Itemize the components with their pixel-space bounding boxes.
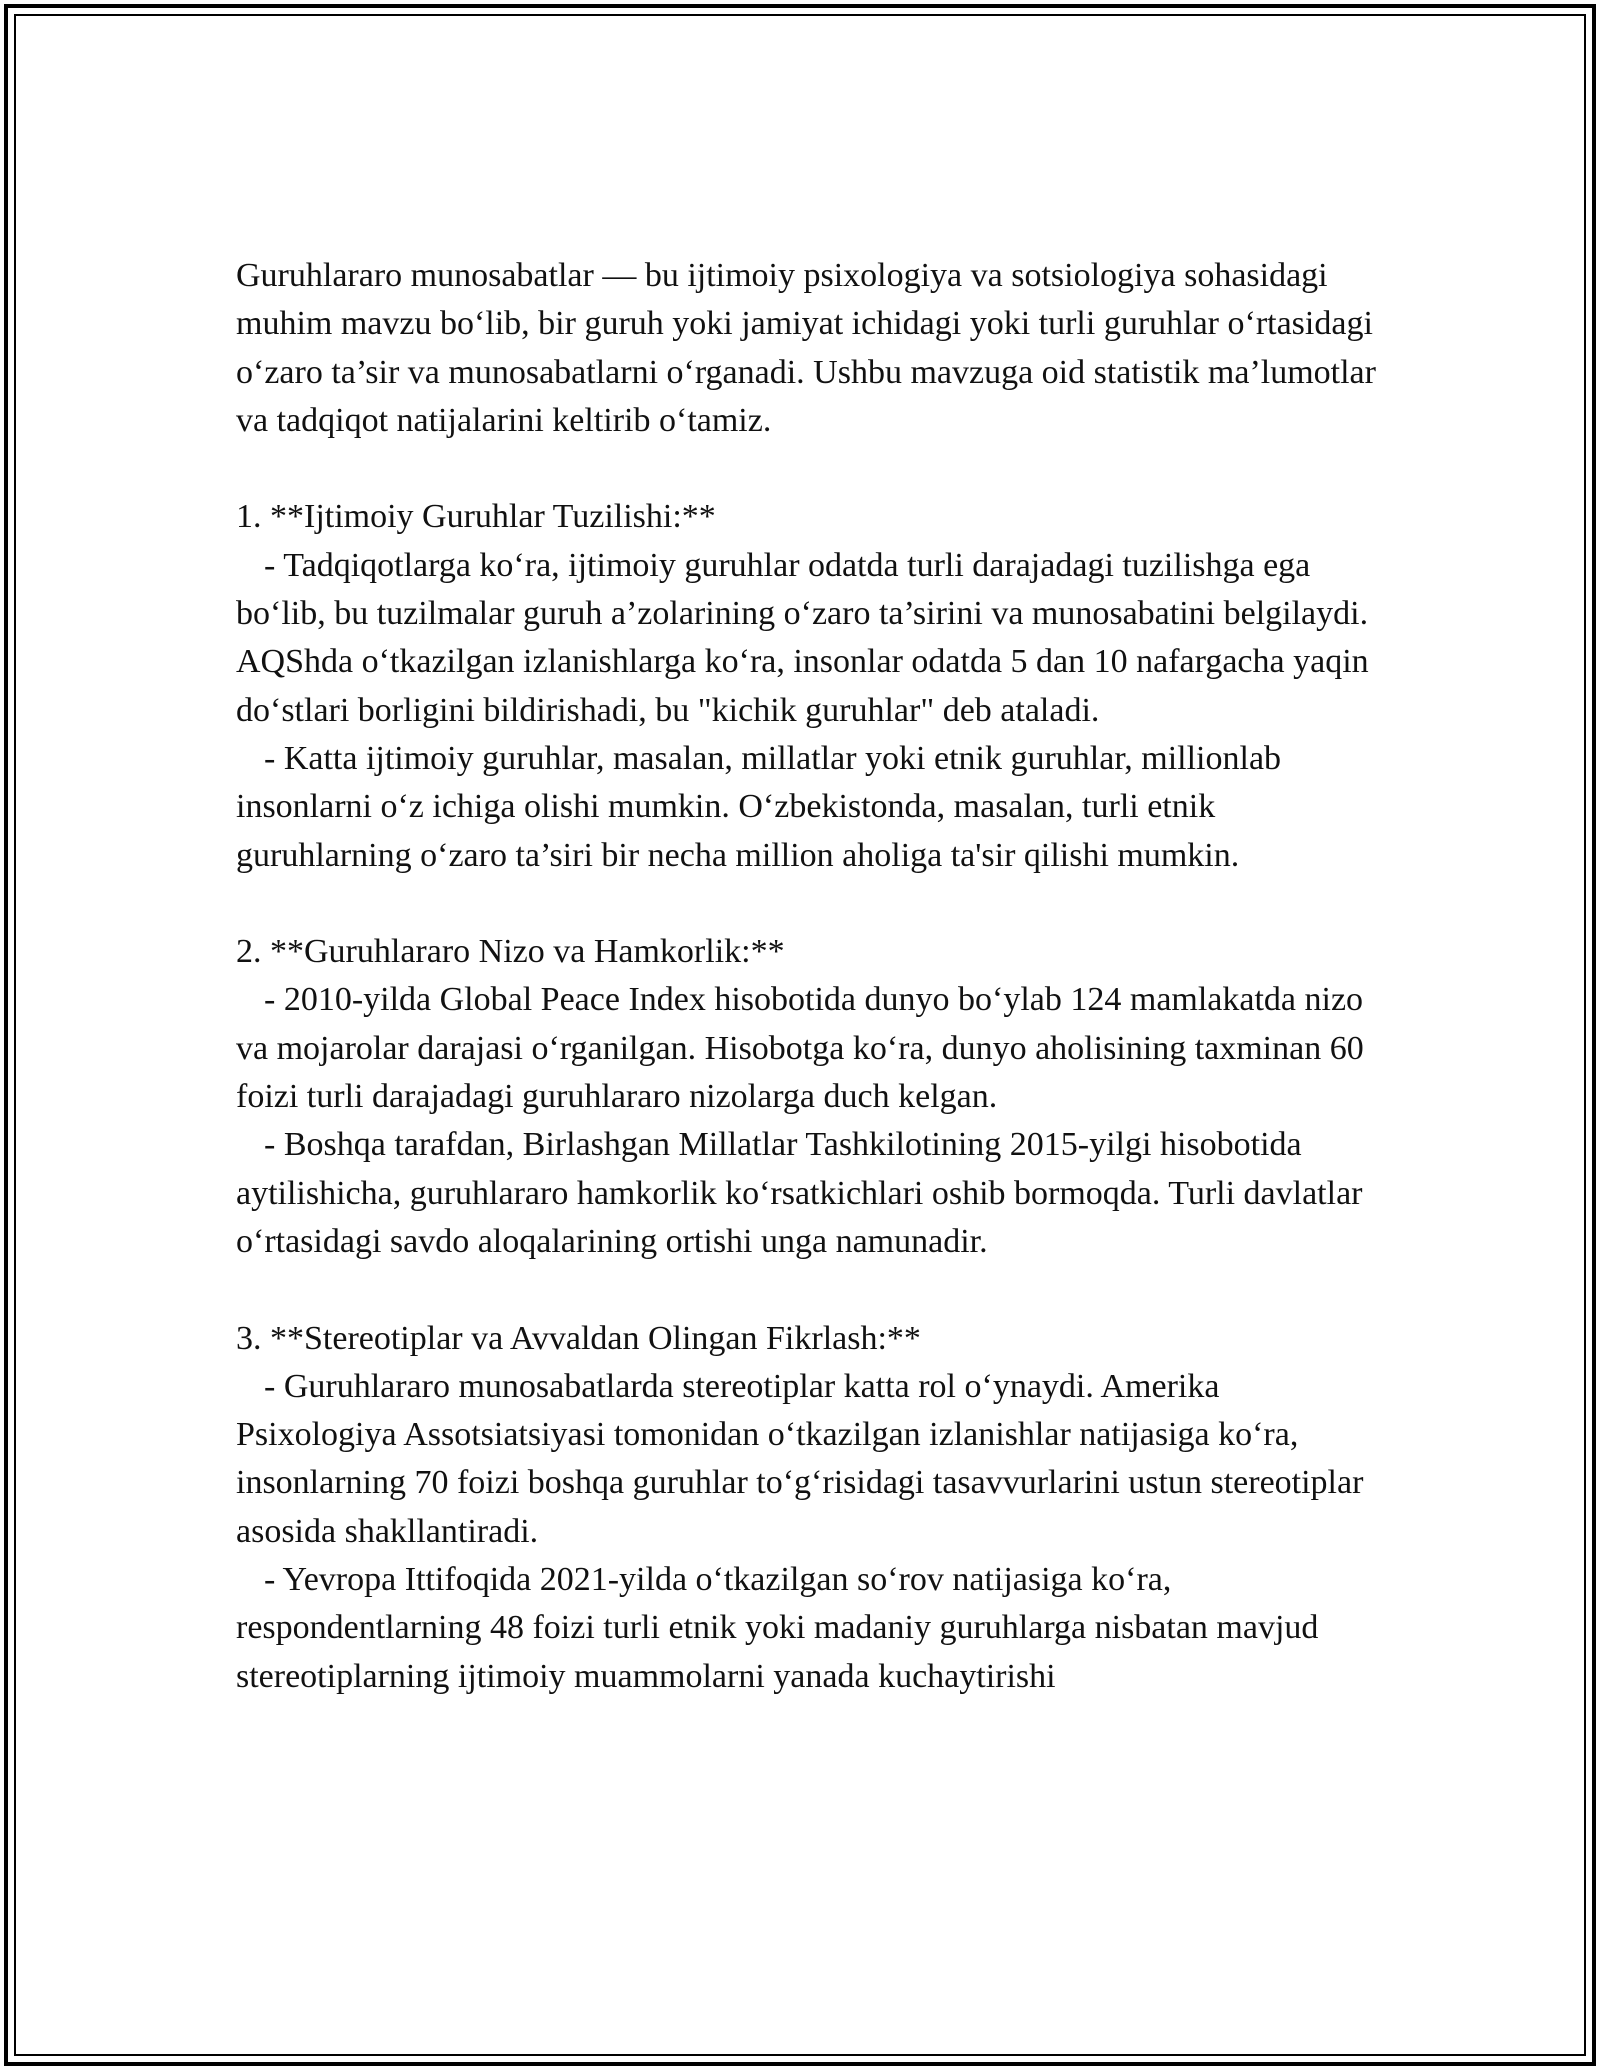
bullet-item: - Tadqiqotlarga ko‘ra, ijtimoiy guruhlar odatda turli darajadagi tuzilishga ega bo‘lib, bu tuzilmalar guruh a’zolarining o‘zaro ta’sirini va munosabatini belgilaydi. AQShda o‘tkazilgan izlanishlarga ko‘ra, insonlar odatda 5 dan 10 nafargacha yaqin do‘stlari borligini bildirishadi, bu "kichik guruhlar" deb ataladi.	[236, 546, 1369, 729]
section-heading: 1. **Ijtimoiy Guruhlar Tuzilishi:**	[236, 498, 716, 536]
bullet-item: - Guruhlararo munosabatlarda stereotiplar katta rol o‘ynaydi. Amerika Psixologiya Assotsiatsiyasi tomonidan o‘tkazilgan izlanishlar natijasiga ko‘ra, insonlarning 70 foizi boshqa guruhlar to‘g‘risidagi tasavvurlarini ustun stereotiplar asosida shakllantiradi.	[236, 1367, 1364, 1550]
spacer	[236, 1266, 1386, 1314]
section-heading: 3. **Stereotiplar va Avvaldan Olingan Fikrlash:**	[236, 1319, 921, 1357]
intro-paragraph: Guruhlararo munosabatlar — bu ijtimoiy psixologiya va sotsiologiya sohasidagi muhim mavzu bo‘lib, bir guruh yoki jamiyat ichidagi yoki turli guruhlar o‘rtasidagi o‘zaro ta’sir va munosabatlarni o‘rganadi. Ushbu mavzuga oid statistik ma’lumotlar va tadqiqot natijalarini keltirib o‘tamiz.	[236, 257, 1376, 439]
section-heading: 2. **Guruhlararo Nizo va Hamkorlik:**	[236, 933, 785, 971]
spacer	[236, 880, 1386, 928]
section-1	[236, 493, 1386, 879]
bullet-item: - Yevropa Ittifoqida 2021-yilda o‘tkazilgan so‘rov natijasiga ko‘ra, respondentlarning 48 foizi turli etnik yoki madaniy guruhlarga nisbatan mavjud stereotiplarning ijtimoiy muammolarni yanada kuchaytirishi	[236, 1561, 1319, 1695]
bullet-item: - Boshqa tarafdan, Birlashgan Millatlar Tashkilotining 2015-yilgi hisobotida aytilishicha, guruhlararo hamkorlik ko‘rsatkichlari oshib bormoqda. Turli davlatlar o‘rtasidagi savdo aloqalarining ortishi unga namunadir.	[236, 1126, 1363, 1260]
spacer	[236, 445, 1386, 493]
bullet-item: - Katta ijtimoiy guruhlar, masalan, millatlar yoki etnik guruhlar, millionlab insonlarni o‘z ichiga olishi mumkin. O‘zbekistonda, masalan, turli etnik guruhlarning o‘zaro ta’siri bir necha million aholiga ta'sir qilishi mumkin.	[236, 739, 1282, 874]
section-2	[236, 928, 1386, 1266]
document-body	[236, 252, 1386, 1701]
bullet-item: - 2010-yilda Global Peace Index hisobotida dunyo bo‘ylab 124 mamlakatda nizo va mojarolar darajasi o‘rganilgan. Hisobotga ko‘ra, dunyo aholisining taxminan 60 foizi turli darajadagi guruhlararo nizolarga duch kelgan.	[236, 981, 1364, 1116]
section-3	[236, 1315, 1386, 1701]
